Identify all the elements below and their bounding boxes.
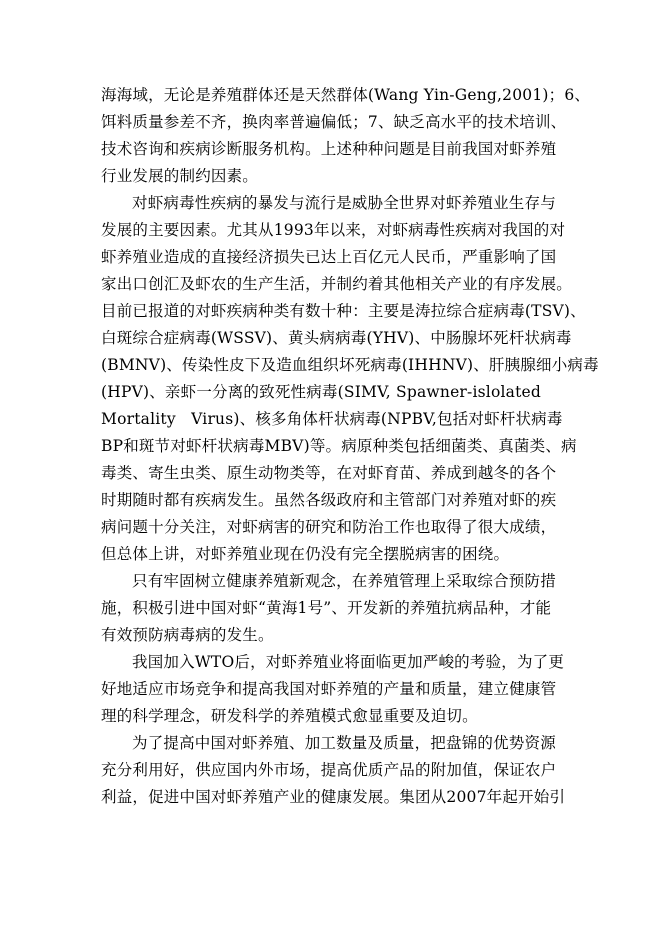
text-line: 好地适应市场竞争和提高我国对虾养殖的产量和质量，建立健康管 <box>101 680 557 698</box>
text-line: 虾养殖业造成的直接经济损失已达上百亿元人民币，严重影响了国 <box>101 248 557 266</box>
text-line: 只有牢固树立健康养殖新观念，在养殖管理上采取综合预防措 <box>132 572 556 590</box>
text-line: 海海域，无论是养殖群体还是天然群体(Wang Yin-Geng,2001)；6、 <box>101 86 591 104</box>
text-line: 为了提高中国对虾养殖、加工数量及质量，把盘锦的优势资源 <box>132 734 556 752</box>
text-line: Mortality Virus)、核多角体杆状病毒(NPBV,包括对虾杆状病毒 <box>101 410 563 428</box>
text-line: 行业发展的制约因素。 <box>101 167 259 185</box>
text-line: 充分利用好，供应国内外市场，提高优质产品的附加值，保证农户 <box>101 761 557 779</box>
text-line: (HPV)、亲虾一分离的致死性病毒(SIMV, Spawner-islolated <box>101 383 542 401</box>
text-line: 技术咨询和疾病诊断服务机构。上述种种问题是目前我国对虾养殖 <box>101 140 557 158</box>
text-line: 利益，促进中国对虾养殖产业的健康发展。集团从2007年起开始引 <box>101 788 566 806</box>
text-line: 施，积极引进中国对虾“黄海1号”、开发新的养殖抗病品种，才能 <box>101 599 552 617</box>
text-line: 时期随时都有疾病发生。虽然各级政府和主管部门对养殖对虾的疾 <box>101 491 557 509</box>
text-line: 饵料质量参差不齐，换肉率普遍偏低；7、缺乏高水平的技术培训、 <box>101 113 567 131</box>
text-line: 理的科学理念，研发科学的养殖模式愈显重要及迫切。 <box>101 707 478 725</box>
text-line: 发展的主要因素。尤其从1993年以来，对虾病毒性疾病对我国的对 <box>101 221 566 239</box>
text-line: 有效预防病毒病的发生。 <box>101 626 274 644</box>
text-line: (BMNV)、传染性皮下及造血组织坏死病毒(IHHNV)、肝胰腺细小病毒 <box>101 356 599 374</box>
text-line: 对虾病毒性疾病的暴发与流行是威胁全世界对虾养殖业生存与 <box>132 194 556 212</box>
text-line: 目前已报道的对虾疾病种类有数十种：主要是涛拉综合症病毒(TSV)、 <box>101 302 586 320</box>
text-line: 家出口创汇及虾农的生产生活，并制约着其他相关产业的有序发展。 <box>101 275 573 293</box>
text-line: 白斑综合症病毒(WSSV)、黄头病病毒(YHV)、中肠腺坏死杆状病毒 <box>101 329 572 347</box>
text-line: BP和斑节对虾杆状病毒MBV)等。病原种类包括细菌类、真菌类、病 <box>101 437 577 455</box>
body-text <box>101 82 599 811</box>
text-line: 病问题十分关注，对虾病害的研究和防治工作也取得了很大成绩， <box>101 518 557 536</box>
text-line: 毒类、寄生虫类、原生动物类等，在对虾育苗、养成到越冬的各个 <box>101 464 557 482</box>
text-line: 但总体上讲，对虾养殖业现在仍没有完全摆脱病害的困绕。 <box>101 545 510 563</box>
text-line: 我国加入WTO后，对虾养殖业将面临更加严峻的考验，为了更 <box>132 653 565 671</box>
